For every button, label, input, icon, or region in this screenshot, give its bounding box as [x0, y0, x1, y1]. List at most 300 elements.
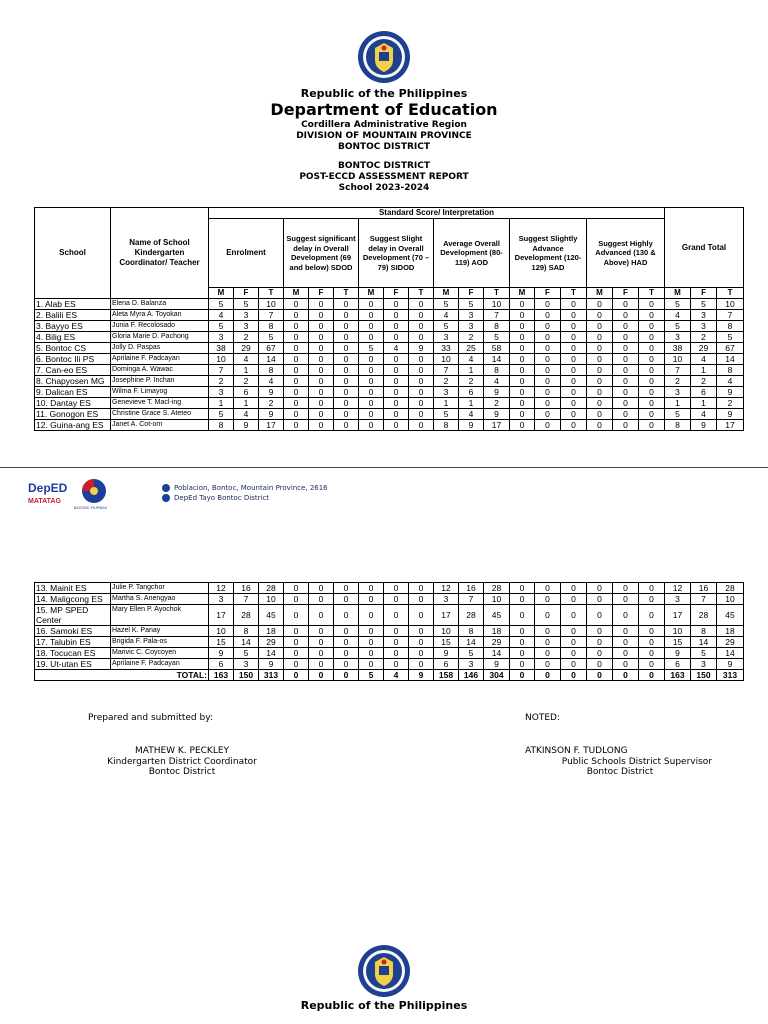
value-cell: 0	[510, 376, 535, 387]
school-name-cell: 11. Gonogon ES	[35, 409, 111, 420]
value-cell: 0	[334, 343, 359, 354]
value-cell: 0	[561, 387, 587, 398]
value-cell: 4	[209, 310, 234, 321]
value-cell: 0	[561, 659, 587, 670]
value-cell: 28	[484, 583, 510, 594]
value-cell: 0	[561, 637, 587, 648]
value-cell: 5	[434, 299, 459, 310]
value-cell: 9	[484, 409, 510, 420]
value-cell: 17	[484, 420, 510, 431]
value-cell: 1	[209, 398, 234, 409]
value-cell: 7	[717, 310, 744, 321]
value-cell: 8	[691, 626, 717, 637]
teacher-name-cell: Marivic C. Coycoyen	[111, 648, 209, 659]
value-cell: 4	[234, 409, 259, 420]
value-cell: 7	[234, 594, 259, 605]
value-cell: 1	[459, 398, 484, 409]
value-cell: 3	[459, 321, 484, 332]
total-value-cell: 0	[535, 670, 561, 681]
value-cell: 0	[639, 398, 665, 409]
value-cell: 0	[587, 583, 613, 594]
value-cell: 9	[717, 409, 744, 420]
value-cell: 0	[409, 365, 434, 376]
value-cell: 15	[209, 637, 234, 648]
value-cell: 3	[691, 659, 717, 670]
value-cell: 10	[434, 354, 459, 365]
value-cell: 0	[309, 332, 334, 343]
value-cell: 0	[613, 637, 639, 648]
value-cell: 0	[409, 398, 434, 409]
value-cell: 0	[409, 376, 434, 387]
prepared-office: Bontoc District	[148, 767, 216, 777]
value-cell: 0	[284, 343, 309, 354]
value-cell: 0	[409, 626, 434, 637]
teacher-name-cell: Genevieve T. Macl-ing	[111, 398, 209, 409]
value-cell: 0	[587, 420, 613, 431]
value-cell: 0	[535, 659, 561, 670]
value-cell: 58	[484, 343, 510, 354]
deped-seal	[357, 30, 411, 84]
teacher-name-cell: Gloria Marie D. Pachong	[111, 332, 209, 343]
value-cell: 0	[561, 605, 587, 626]
value-cell: 0	[561, 332, 587, 343]
value-cell: 5	[209, 321, 234, 332]
value-cell: 0	[510, 387, 535, 398]
value-cell: 5	[359, 343, 384, 354]
value-cell: 0	[359, 310, 384, 321]
value-cell: 4	[234, 354, 259, 365]
value-cell: 5	[691, 299, 717, 310]
value-cell: 0	[535, 605, 561, 626]
total-value-cell: 0	[284, 670, 309, 681]
value-cell: 0	[510, 659, 535, 670]
value-cell: 0	[587, 343, 613, 354]
value-cell: 0	[613, 354, 639, 365]
table-row	[35, 637, 744, 648]
value-cell: 9	[434, 648, 459, 659]
teacher-name-cell: Wilma F. Limayog	[111, 387, 209, 398]
value-cell: 3	[691, 310, 717, 321]
value-cell: 0	[309, 387, 334, 398]
value-cell: 0	[587, 376, 613, 387]
value-cell: 0	[535, 321, 561, 332]
value-cell: 0	[613, 398, 639, 409]
value-cell: 0	[639, 605, 665, 626]
value-cell: 0	[613, 594, 639, 605]
value-cell: 6	[234, 387, 259, 398]
value-cell: 0	[561, 365, 587, 376]
value-cell: 25	[459, 343, 484, 354]
value-cell: 18	[259, 626, 284, 637]
value-cell: 0	[510, 310, 535, 321]
value-cell: 2	[691, 376, 717, 387]
value-cell: 1	[234, 398, 259, 409]
value-cell: 9	[717, 659, 744, 670]
header-sidod: Suggest Slight delay in Overall Development (70 – 79) SIDOD	[359, 219, 434, 288]
value-cell: 9	[691, 420, 717, 431]
value-cell: 0	[613, 659, 639, 670]
value-cell: 0	[359, 626, 384, 637]
school-name-cell: 9. Dalican ES	[35, 387, 111, 398]
value-cell: 0	[561, 299, 587, 310]
prepared-label: Prepared and submitted by:	[88, 713, 213, 723]
value-cell: 8	[259, 321, 284, 332]
total-value-cell: 0	[309, 670, 334, 681]
value-cell: 0	[639, 409, 665, 420]
value-cell: 0	[587, 409, 613, 420]
value-cell: 12	[665, 583, 691, 594]
value-cell: 0	[639, 332, 665, 343]
value-cell: 0	[359, 605, 384, 626]
value-cell: 10	[209, 626, 234, 637]
value-cell: 14	[259, 354, 284, 365]
sub-header-f: F	[234, 288, 259, 299]
value-cell: 0	[510, 409, 535, 420]
value-cell: 0	[334, 659, 359, 670]
bagong-pilipinas-logo	[78, 478, 110, 506]
value-cell: 0	[561, 583, 587, 594]
teacher-name-cell: Mary Ellen P. Ayochok	[111, 605, 209, 626]
value-cell: 0	[639, 594, 665, 605]
total-value-cell: 163	[665, 670, 691, 681]
value-cell: 0	[409, 648, 434, 659]
value-cell: 0	[587, 321, 613, 332]
value-cell: 2	[691, 332, 717, 343]
table-row	[35, 376, 744, 387]
table-row	[35, 299, 744, 310]
total-value-cell: 5	[359, 670, 384, 681]
table-row	[35, 354, 744, 365]
value-cell: 0	[510, 365, 535, 376]
header-enrolment: Enrolment	[209, 219, 284, 288]
value-cell: 5	[717, 332, 744, 343]
value-cell: 8	[259, 365, 284, 376]
value-cell: 0	[284, 420, 309, 431]
value-cell: 2	[665, 376, 691, 387]
value-cell: 8	[717, 321, 744, 332]
value-cell: 0	[334, 605, 359, 626]
value-cell: 0	[587, 332, 613, 343]
value-cell: 10	[665, 354, 691, 365]
department-title: Department of Education	[270, 100, 498, 119]
value-cell: 0	[587, 637, 613, 648]
prepared-signature-block	[82, 746, 282, 778]
value-cell: 0	[587, 398, 613, 409]
value-cell: 9	[259, 409, 284, 420]
value-cell: 17	[434, 605, 459, 626]
value-cell: 0	[639, 299, 665, 310]
school-name-cell: 13. Mainit ES	[35, 583, 111, 594]
value-cell: 0	[309, 659, 334, 670]
value-cell: 0	[613, 387, 639, 398]
value-cell: 17	[717, 420, 744, 431]
sub-header-t: T	[717, 288, 744, 299]
value-cell: 0	[587, 659, 613, 670]
school-name-cell: 16. Samoki ES	[35, 626, 111, 637]
header-sdod: Suggest significant delay in Overall Development (69 and below) SDOD	[284, 219, 359, 288]
value-cell: 0	[384, 594, 409, 605]
value-cell: 16	[691, 583, 717, 594]
value-cell: 0	[309, 376, 334, 387]
value-cell: 0	[639, 321, 665, 332]
header-sad: Suggest Slightly Advance Development (120-129) SAD	[510, 219, 587, 288]
value-cell: 4	[717, 376, 744, 387]
value-cell: 0	[561, 376, 587, 387]
value-cell: 0	[284, 310, 309, 321]
value-cell: 7	[459, 594, 484, 605]
value-cell: 0	[561, 354, 587, 365]
value-cell: 1	[691, 398, 717, 409]
deped-seal-page2	[357, 944, 411, 998]
value-cell: 7	[691, 594, 717, 605]
value-cell: 0	[510, 343, 535, 354]
value-cell: 0	[384, 354, 409, 365]
value-cell: 10	[209, 354, 234, 365]
value-cell: 0	[334, 354, 359, 365]
value-cell: 0	[409, 387, 434, 398]
value-cell: 28	[259, 583, 284, 594]
sub-header-f: F	[384, 288, 409, 299]
value-cell: 0	[561, 594, 587, 605]
value-cell: 0	[359, 420, 384, 431]
table-row	[35, 659, 744, 670]
value-cell: 2	[434, 376, 459, 387]
sub-header-t: T	[259, 288, 284, 299]
value-cell: 0	[384, 409, 409, 420]
value-cell: 0	[535, 648, 561, 659]
value-cell: 28	[459, 605, 484, 626]
value-cell: 4	[484, 376, 510, 387]
value-cell: 38	[209, 343, 234, 354]
value-cell: 0	[334, 648, 359, 659]
value-cell: 0	[334, 594, 359, 605]
value-cell: 0	[613, 420, 639, 431]
value-cell: 0	[284, 637, 309, 648]
value-cell: 0	[309, 343, 334, 354]
value-cell: 0	[309, 637, 334, 648]
total-value-cell: 0	[639, 670, 665, 681]
school-name-cell: 15. MP SPED Center	[35, 605, 111, 626]
value-cell: 0	[309, 648, 334, 659]
value-cell: 45	[259, 605, 284, 626]
value-cell: 14	[484, 354, 510, 365]
value-cell: 0	[561, 409, 587, 420]
teacher-name-cell: Josephine P. Inchan	[111, 376, 209, 387]
value-cell: 0	[384, 365, 409, 376]
value-cell: 0	[639, 310, 665, 321]
sub-header-m: M	[665, 288, 691, 299]
value-cell: 3	[665, 594, 691, 605]
teacher-name-cell: Julie P. Tangchor	[111, 583, 209, 594]
matatag-wordmark: MATATAG	[28, 498, 61, 505]
sub-header-m: M	[587, 288, 613, 299]
value-cell: 0	[334, 626, 359, 637]
total-value-cell: 0	[613, 670, 639, 681]
value-cell: 0	[613, 376, 639, 387]
value-cell: 0	[359, 354, 384, 365]
value-cell: 10	[484, 299, 510, 310]
value-cell: 6	[434, 659, 459, 670]
report-district: BONTOC DISTRICT	[337, 161, 431, 171]
value-cell: 0	[334, 420, 359, 431]
value-cell: 5	[234, 648, 259, 659]
value-cell: 3	[691, 321, 717, 332]
value-cell: 4	[691, 354, 717, 365]
value-cell: 0	[384, 332, 409, 343]
value-cell: 28	[234, 605, 259, 626]
value-cell: 0	[309, 354, 334, 365]
value-cell: 0	[639, 387, 665, 398]
value-cell: 0	[359, 659, 384, 670]
value-cell: 5	[234, 299, 259, 310]
table-row	[35, 594, 744, 605]
value-cell: 9	[717, 387, 744, 398]
value-cell: 14	[259, 648, 284, 659]
value-cell: 14	[691, 637, 717, 648]
value-cell: 0	[561, 626, 587, 637]
value-cell: 0	[409, 299, 434, 310]
value-cell: 0	[309, 626, 334, 637]
value-cell: 17	[259, 420, 284, 431]
value-cell: 6	[459, 387, 484, 398]
value-cell: 3	[234, 659, 259, 670]
value-cell: 9	[259, 659, 284, 670]
value-cell: 0	[639, 648, 665, 659]
value-cell: 7	[434, 365, 459, 376]
value-cell: 0	[639, 365, 665, 376]
value-cell: 4	[259, 376, 284, 387]
value-cell: 4	[665, 310, 691, 321]
teacher-name-cell: Aprilaine F. Padcayan	[111, 659, 209, 670]
value-cell: 0	[409, 332, 434, 343]
value-cell: 17	[665, 605, 691, 626]
value-cell: 0	[587, 605, 613, 626]
value-cell: 3	[665, 332, 691, 343]
value-cell: 2	[459, 332, 484, 343]
value-cell: 0	[284, 409, 309, 420]
value-cell: 8	[209, 420, 234, 431]
value-cell: 2	[234, 332, 259, 343]
teacher-name-cell: Martha S. Anengyao	[111, 594, 209, 605]
noted-office: Bontoc District	[586, 767, 654, 777]
value-cell: 3	[234, 321, 259, 332]
value-cell: 17	[209, 605, 234, 626]
republic-title: Republic of the Philippines	[300, 87, 468, 100]
value-cell: 15	[434, 637, 459, 648]
sub-header-f: F	[459, 288, 484, 299]
table-row	[35, 387, 744, 398]
value-cell: 0	[384, 310, 409, 321]
value-cell: 1	[234, 365, 259, 376]
value-cell: 0	[409, 605, 434, 626]
value-cell: 0	[639, 376, 665, 387]
table-row	[35, 420, 744, 431]
school-name-cell: 6. Bontoc Ili PS	[35, 354, 111, 365]
value-cell: 0	[613, 583, 639, 594]
header-aod: Average Overall Development (80-119) AOD	[434, 219, 510, 288]
value-cell: 0	[535, 409, 561, 420]
value-cell: 0	[384, 376, 409, 387]
totals-row	[35, 670, 744, 681]
table-row	[35, 332, 744, 343]
division-title: DIVISION OF MOUNTAIN PROVINCE	[296, 131, 472, 141]
value-cell: 0	[561, 398, 587, 409]
value-cell: 5	[665, 321, 691, 332]
value-cell: 0	[409, 659, 434, 670]
value-cell: 0	[561, 420, 587, 431]
value-cell: 0	[359, 648, 384, 659]
teacher-name-cell: Hazel K. Panay	[111, 626, 209, 637]
value-cell: 0	[284, 321, 309, 332]
value-cell: 2	[459, 376, 484, 387]
value-cell: 0	[535, 420, 561, 431]
value-cell: 0	[587, 365, 613, 376]
teacher-name-cell: Junia F. Recolosado	[111, 321, 209, 332]
value-cell: 8	[459, 626, 484, 637]
school-name-cell: 8. Chapyosen MG	[35, 376, 111, 387]
table-row	[35, 343, 744, 354]
value-cell: 0	[334, 332, 359, 343]
sub-header-t: T	[639, 288, 665, 299]
value-cell: 0	[639, 637, 665, 648]
value-cell: 0	[613, 605, 639, 626]
value-cell: 0	[561, 648, 587, 659]
value-cell: 0	[510, 420, 535, 431]
value-cell: 8	[434, 420, 459, 431]
value-cell: 0	[384, 321, 409, 332]
value-cell: 0	[409, 321, 434, 332]
value-cell: 67	[717, 343, 744, 354]
location-icon	[162, 484, 170, 492]
sub-header-t: T	[561, 288, 587, 299]
value-cell: 7	[209, 365, 234, 376]
value-cell: 0	[284, 398, 309, 409]
school-name-cell: 18. Tocucan ES	[35, 648, 111, 659]
school-name-cell: 10. Dantay ES	[35, 398, 111, 409]
value-cell: 8	[484, 321, 510, 332]
value-cell: 8	[717, 365, 744, 376]
value-cell: 0	[587, 387, 613, 398]
value-cell: 5	[459, 299, 484, 310]
school-name-cell: 12. Guina-ang ES	[35, 420, 111, 431]
teacher-name-cell: Christine Grace S. Ateteo	[111, 409, 209, 420]
value-cell: 0	[334, 398, 359, 409]
value-cell: 0	[613, 626, 639, 637]
value-cell: 9	[484, 387, 510, 398]
value-cell: 9	[234, 420, 259, 431]
value-cell: 5	[484, 332, 510, 343]
header-school: School	[35, 208, 111, 299]
value-cell: 0	[309, 365, 334, 376]
value-cell: 0	[510, 594, 535, 605]
sub-header-f: F	[535, 288, 561, 299]
value-cell: 14	[717, 648, 744, 659]
table-row	[35, 605, 744, 626]
value-cell: 0	[510, 637, 535, 648]
value-cell: 3	[434, 332, 459, 343]
value-cell: 10	[665, 626, 691, 637]
value-cell: 0	[535, 594, 561, 605]
value-cell: 3	[459, 310, 484, 321]
value-cell: 0	[384, 605, 409, 626]
value-cell: 7	[259, 310, 284, 321]
value-cell: 29	[484, 637, 510, 648]
school-year: School 2023-2024	[338, 183, 430, 193]
total-value-cell: 150	[691, 670, 717, 681]
value-cell: 4	[459, 354, 484, 365]
value-cell: 9	[209, 648, 234, 659]
value-cell: 0	[334, 310, 359, 321]
